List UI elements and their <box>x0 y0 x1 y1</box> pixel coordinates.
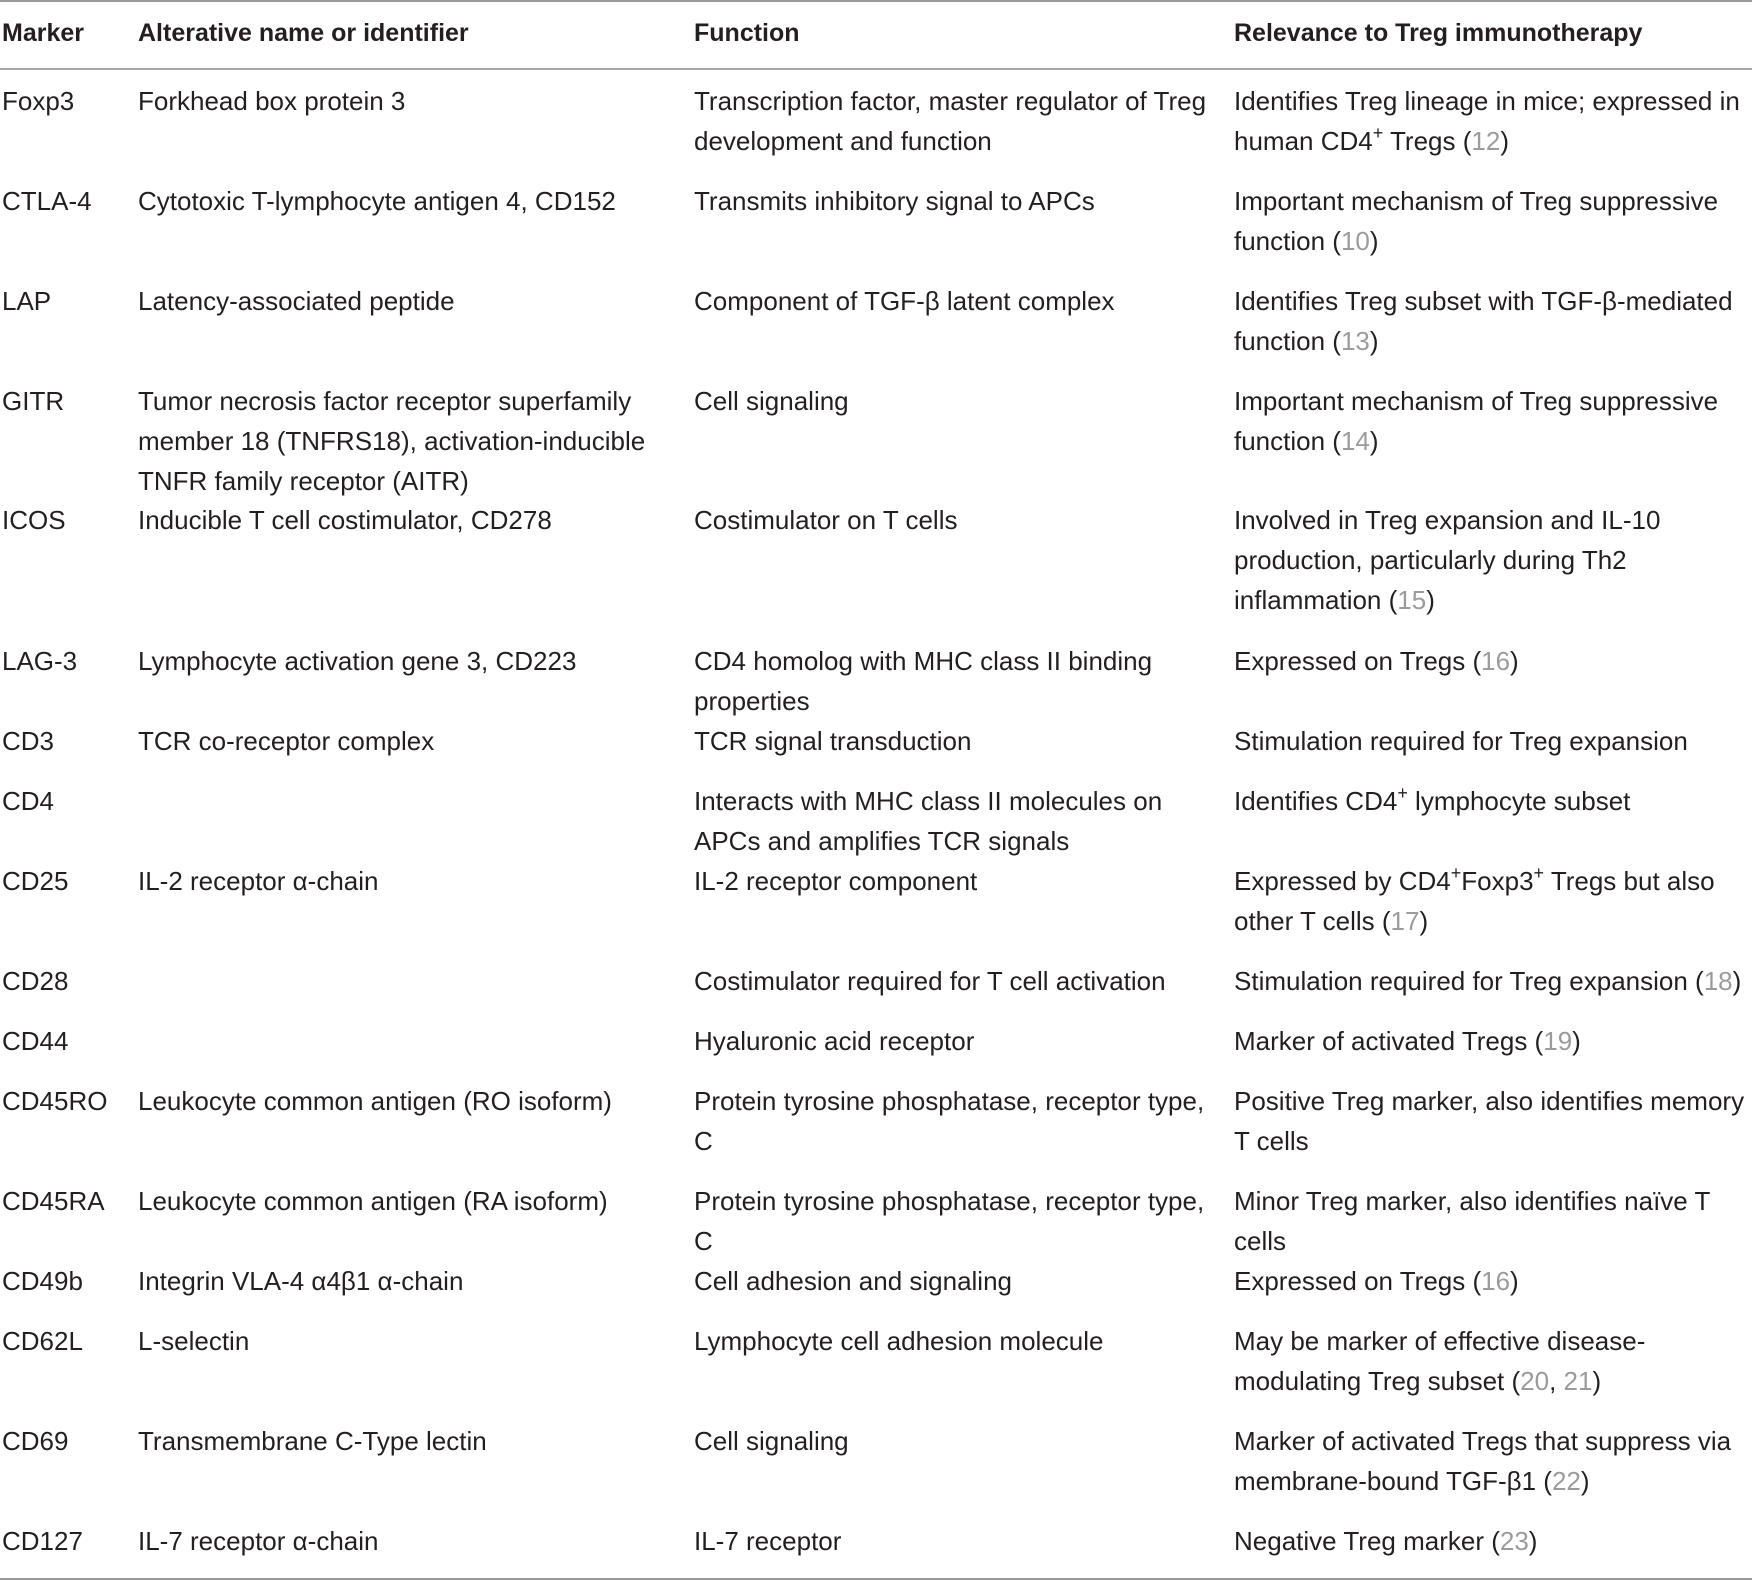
relevance-text: ) <box>1592 1366 1602 1396</box>
alt-name-cell: Lymphocyte activation gene 3, CD223 <box>138 646 577 676</box>
alt-name-cell: Latency-associated peptide <box>138 286 455 316</box>
header-alt-name: Alterative name or identifier <box>138 19 469 47</box>
relevance-cell <box>1234 1181 1752 1261</box>
alt-name-cell: Forkhead box protein 3 <box>138 86 406 116</box>
function-cell: Cell signaling <box>694 1426 849 1456</box>
marker-cell: ICOS <box>2 505 66 535</box>
relevance-cell <box>1234 500 1752 620</box>
relevance-cell <box>1234 1521 1752 1561</box>
function-cell: Cell signaling <box>694 386 849 416</box>
alt-name-cell: IL-7 receptor α-chain <box>138 1526 379 1556</box>
relevance-text: Tregs but also other T cells ( <box>1234 866 1715 936</box>
alt-name-cell: Leukocyte common antigen (RO isoform) <box>138 1086 612 1116</box>
marker-cell: CD28 <box>2 966 69 996</box>
relevance-cell <box>1234 1321 1752 1401</box>
relevance-text: ) <box>1572 1026 1581 1056</box>
reference-number: 16 <box>1481 1266 1511 1296</box>
relevance-text: Foxp3 <box>1461 866 1534 896</box>
relevance-text: ) <box>1369 226 1379 256</box>
table-header-rule <box>0 68 1752 70</box>
marker-cell: CD49b <box>2 1266 83 1296</box>
function-cell: Transmits inhibitory signal to APCs <box>694 186 1095 216</box>
relevance-text: ) <box>1500 126 1509 156</box>
header-function: Function <box>694 19 800 47</box>
relevance-text: ) <box>1510 1266 1519 1296</box>
relevance-text: , <box>1549 1366 1564 1396</box>
marker-cell: CD3 <box>2 726 55 756</box>
alt-name-cell: Transmembrane C-Type lectin <box>138 1426 487 1456</box>
relevance-cell <box>1234 381 1752 461</box>
reference-number: 12 <box>1471 126 1501 156</box>
function-cell: IL-7 receptor <box>694 1526 842 1556</box>
function-cell: CD4 homolog with MHC class II binding properties <box>694 646 1153 716</box>
relevance-text: Important mechanism of Treg suppressive function ( <box>1234 386 1719 456</box>
function-cell: Component of TGF-β latent complex <box>694 286 1115 316</box>
relevance-text: Identifies Treg lineage in mice; expressed in human CD4 <box>1234 86 1740 156</box>
function-cell: Interacts with MHC class II molecules on APCs and amplifies TCR signals <box>694 786 1163 856</box>
marker-cell: CD45RA <box>2 1186 105 1216</box>
reference-number: 16 <box>1481 646 1511 676</box>
marker-cell: LAP <box>2 286 52 316</box>
relevance-text: ) <box>1369 426 1379 456</box>
alt-name-cell: Cytotoxic T-lymphocyte antigen 4, CD152 <box>138 186 616 216</box>
relevance-cell <box>1234 1081 1752 1161</box>
marker-cell: CD69 <box>2 1426 69 1456</box>
relevance-text: Important mechanism of Treg suppressive function ( <box>1234 186 1719 256</box>
function-cell: Transcription factor, master regulator of Treg development and function <box>694 86 1207 156</box>
relevance-cell <box>1234 81 1752 161</box>
header-relevance: Relevance to Treg immunotherapy <box>1234 19 1643 47</box>
function-cell: Costimulator on T cells <box>694 505 958 535</box>
alt-name-cell: IL-2 receptor α-chain <box>138 866 379 896</box>
marker-cell: GITR <box>2 386 65 416</box>
reference-number: 23 <box>1499 1526 1529 1556</box>
reference-number: 20 <box>1520 1366 1550 1396</box>
alt-name-cell: TCR co-receptor complex <box>138 726 435 756</box>
reference-number: 13 <box>1340 326 1370 356</box>
relevance-cell <box>1234 281 1752 361</box>
relevance-text: Minor Treg marker, also identifies naïve T cells <box>1234 1186 1710 1256</box>
relevance-text: Expressed on Tregs ( <box>1234 646 1482 676</box>
marker-cell: CD127 <box>2 1526 83 1556</box>
reference-number: 14 <box>1340 426 1370 456</box>
relevance-text: Identifies CD4 <box>1234 786 1398 816</box>
marker-cell: CTLA-4 <box>2 186 92 216</box>
superscript-plus: + <box>1372 123 1384 143</box>
marker-cell: CD4 <box>2 786 55 816</box>
alt-name-cell: Tumor necrosis factor receptor superfamily member 18 (TNFRS18), activation-inducible TNFR family receptor (AITR) <box>138 386 646 496</box>
marker-cell: CD45RO <box>2 1086 108 1116</box>
relevance-text: Marker of activated Tregs ( <box>1234 1026 1544 1056</box>
reference-number: 21 <box>1563 1366 1593 1396</box>
alt-name-cell: Integrin VLA-4 α4β1 α-chain <box>138 1266 464 1296</box>
superscript-plus: + <box>1397 783 1408 803</box>
relevance-text: ) <box>1580 1466 1590 1496</box>
header-marker: Marker <box>2 19 84 47</box>
relevance-text: ) <box>1426 585 1435 615</box>
reference-number: 18 <box>1703 966 1733 996</box>
relevance-cell <box>1234 781 1752 821</box>
relevance-text: Stimulation required for Treg expansion ( <box>1234 966 1704 996</box>
function-cell: Protein tyrosine phosphatase, receptor type, C <box>694 1086 1205 1156</box>
function-cell: IL-2 receptor component <box>694 866 978 896</box>
alt-name-cell: L-selectin <box>138 1326 250 1356</box>
function-cell: Lymphocyte cell adhesion molecule <box>694 1326 1104 1356</box>
relevance-text: ) <box>1419 906 1429 936</box>
relevance-text: ) <box>1528 1526 1538 1556</box>
function-cell: Cell adhesion and signaling <box>694 1266 1013 1296</box>
reference-number: 17 <box>1390 906 1420 936</box>
marker-cell: CD62L <box>2 1326 83 1356</box>
alt-name-cell: Inducible T cell costimulator, CD278 <box>138 505 552 535</box>
relevance-text: Involved in Treg expansion and IL-10 production, particularly during Th2 inflammation ( <box>1234 505 1661 615</box>
marker-cell: LAG-3 <box>2 646 78 676</box>
relevance-text: Expressed on Tregs ( <box>1234 1266 1482 1296</box>
reference-number: 19 <box>1543 1026 1573 1056</box>
marker-cell: Foxp3 <box>2 86 75 116</box>
relevance-text: Marker of activated Tregs that suppress via membrane-bound TGF-β1 ( <box>1234 1426 1732 1496</box>
function-cell: Protein tyrosine phosphatase, receptor type, C <box>694 1186 1205 1256</box>
relevance-cell <box>1234 861 1752 941</box>
relevance-cell <box>1234 1421 1752 1501</box>
relevance-text: May be marker of effective disease-modulating Treg subset ( <box>1234 1326 1646 1396</box>
relevance-text: Tregs ( <box>1383 126 1472 156</box>
reference-number: 10 <box>1340 226 1370 256</box>
reference-number: 15 <box>1397 585 1427 615</box>
relevance-cell <box>1234 1021 1752 1061</box>
relevance-cell <box>1234 721 1752 761</box>
relevance-text: lymphocyte subset <box>1407 786 1631 816</box>
table-top-rule <box>0 0 1752 2</box>
relevance-text: Positive Treg marker, also identifies memory T cells <box>1234 1086 1745 1156</box>
reference-number: 22 <box>1551 1466 1581 1496</box>
relevance-text: Identifies Treg subset with TGF-β-mediated function ( <box>1234 286 1733 356</box>
alt-name-cell: Leukocyte common antigen (RA isoform) <box>138 1186 608 1216</box>
relevance-text: ) <box>1732 966 1742 996</box>
relevance-text: Negative Treg marker ( <box>1234 1526 1500 1556</box>
marker-cell: CD44 <box>2 1026 69 1056</box>
relevance-text: ) <box>1369 326 1379 356</box>
relevance-text: Stimulation required for Treg expansion <box>1234 726 1688 756</box>
relevance-cell <box>1234 641 1752 681</box>
relevance-cell <box>1234 961 1752 1001</box>
superscript-plus: + <box>1450 863 1462 883</box>
function-cell: TCR signal transduction <box>694 726 972 756</box>
relevance-cell <box>1234 181 1752 261</box>
relevance-text: Expressed by CD4 <box>1234 866 1451 896</box>
function-cell: Costimulator required for T cell activation <box>694 966 1166 996</box>
superscript-plus: + <box>1533 863 1545 883</box>
relevance-cell <box>1234 1261 1752 1301</box>
relevance-text: ) <box>1510 646 1519 676</box>
marker-cell: CD25 <box>2 866 69 896</box>
function-cell: Hyaluronic acid receptor <box>694 1026 975 1056</box>
